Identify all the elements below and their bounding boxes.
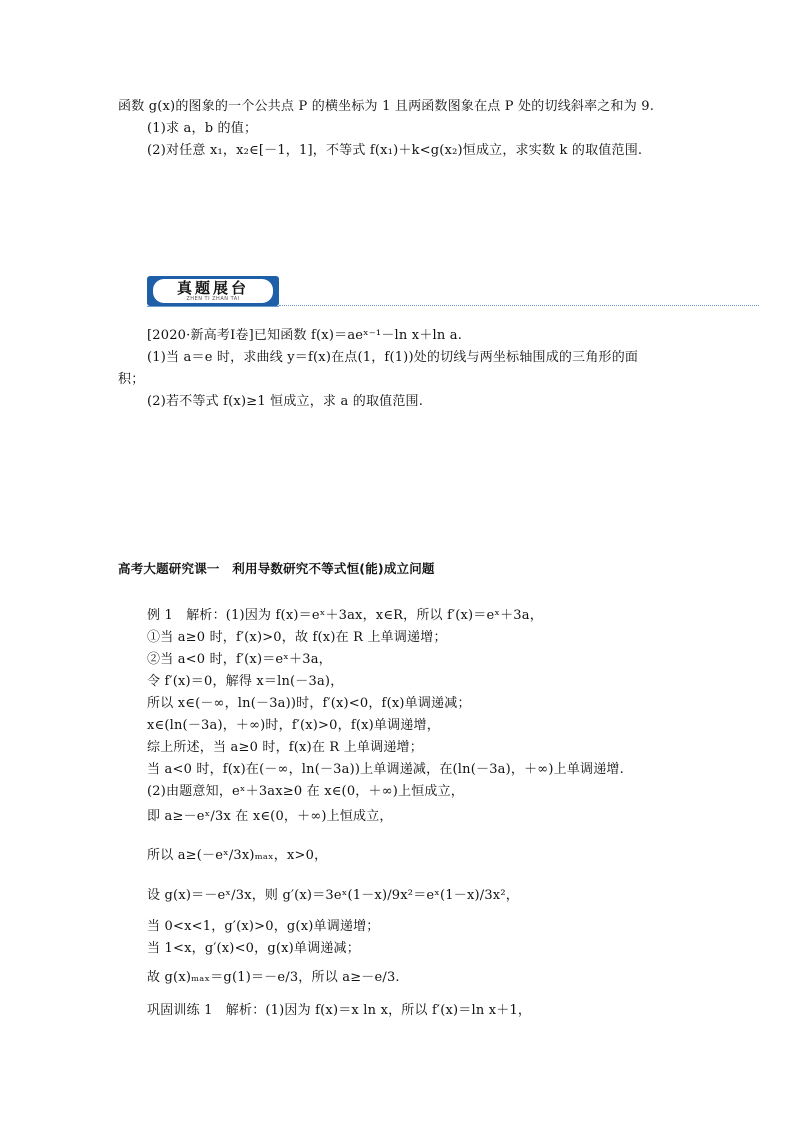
solution-line-6: x∈(ln(－3a)，＋∞)时，f′(x)>0，f(x)单调递增，	[147, 718, 440, 733]
problem-line-3: (2)对任意 x₁，x₂∈[－1，1]，不等式 f(x₁)＋k<g(x₂)恒成立，求实数 k 的取值范围.	[147, 143, 643, 158]
solution-line-7: 综上所述，当 a≥0 时，f(x)在 R 上单调递增；	[147, 740, 423, 755]
section-banner	[147, 276, 279, 306]
solution-line-5: 所以 x∈(－∞，ln(－3a))时，f′(x)<0，f(x)单调递减；	[147, 696, 471, 711]
solution-line-15: 故 g(x)ₘₐₓ＝g(1)＝－e/3，所以 a≥－e/3.	[147, 970, 400, 985]
banner-subtitle: ZHEN TI ZHAN TAI	[186, 296, 240, 302]
exam-line-2: (1)当 a＝e 时，求曲线 y＝f(x)在点(1，f(1))处的切线与两坐标轴围成的三角形的面	[147, 350, 639, 365]
solution-line-16: 巩固训练 1 解析：(1)因为 f(x)＝x ln x，所以 f′(x)＝ln x＋1，	[147, 1003, 532, 1018]
solution-line-12: 设 g(x)＝－eˣ/3x，则 g′(x)＝3eˣ(1－x)/9x²＝eˣ(1－x)/3x²，	[147, 888, 519, 903]
solution-line-11: 所以 a≥(－eˣ/3x)ₘₐₓ，x>0，	[147, 848, 328, 863]
solution-line-2: ①当 a≥0 时，f′(x)>0，故 f(x)在 R 上单调递增；	[147, 630, 447, 645]
problem-line-1: 函数 g(x)的图象的一个公共点 P 的横坐标为 1 且两函数图象在点 P 处的切线斜率之和为 9.	[118, 99, 655, 114]
exam-line-3: 积；	[118, 372, 145, 387]
exam-line-1: [2020·新高考Ⅰ卷]已知函数 f(x)＝aeˣ⁻¹－ln x＋ln a.	[147, 328, 463, 343]
solution-line-3: ②当 a<0 时，f′(x)＝eˣ＋3a，	[147, 652, 332, 667]
solution-line-1: 例 1 解析：(1)因为 f(x)＝eˣ＋3ax，x∈R，所以 f′(x)＝eˣ＋3a，	[147, 608, 543, 623]
solution-line-13: 当 0<x<1，g′(x)>0，g(x)单调递增；	[147, 919, 380, 934]
solution-line-8: 当 a<0 时，f(x)在(－∞，ln(－3a))上单调递减，在(ln(－3a)，＋∞)上单调递增.	[147, 762, 624, 777]
banner-title: 真题展台	[176, 279, 249, 297]
banner-underline	[147, 306, 279, 307]
banner-inner	[153, 279, 273, 303]
solution-line-4: 令 f′(x)＝0，解得 x＝ln(－3a)，	[147, 674, 344, 689]
problem-line-2: (1)求 a，b 的值；	[147, 121, 258, 136]
section-heading: 高考大题研究课一 利用导数研究不等式恒(能)成立问题	[118, 561, 435, 576]
dotted-divider	[279, 305, 759, 306]
solution-line-14: 当 1<x，g′(x)<0，g(x)单调递减；	[147, 941, 360, 956]
solution-line-10: 即 a≥－eˣ/3x 在 x∈(0，＋∞)上恒成立，	[147, 809, 393, 824]
exam-line-4: (2)若不等式 f(x)≥1 恒成立，求 a 的取值范围.	[147, 394, 424, 409]
solution-line-9: (2)由题意知，eˣ＋3ax≥0 在 x∈(0，＋∞)上恒成立，	[147, 784, 464, 799]
